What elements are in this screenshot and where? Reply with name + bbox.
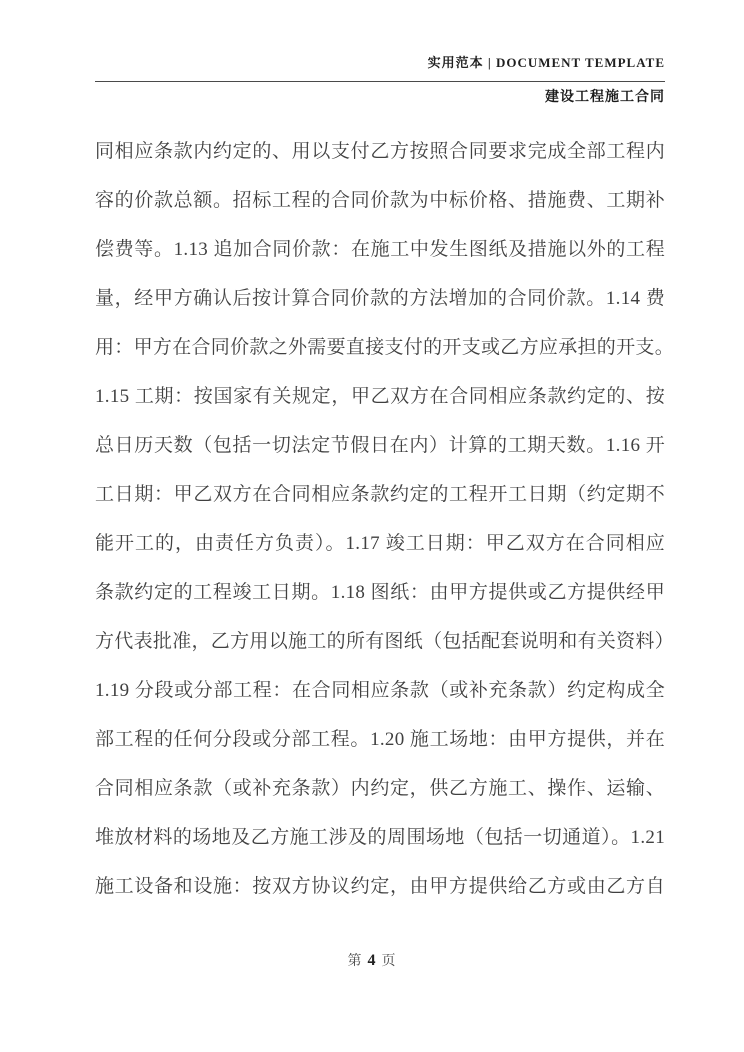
contract-body [95, 127, 675, 911]
header-divider [95, 81, 665, 82]
body-line: 施工设备和设施：按双方协议约定，由甲方提供给乙方或由乙方自 [95, 876, 665, 897]
header-brand-text: 实用范本 | DOCUMENT TEMPLATE [427, 55, 665, 70]
body-line: 容的价款总额。招标工程的合同价款为中标价格、措施费、工期补 [95, 190, 665, 211]
page-header [95, 52, 665, 106]
body-line: 合同相应条款（或补充条款）内约定，供乙方施工、操作、运输、 [95, 778, 665, 799]
body-line: 1.15 工期：按国家有关规定，甲乙双方在合同相应条款约定的、按 [95, 386, 665, 407]
body-line: 偿费等。1.13 追加合同价款：在施工中发生图纸及措施以外的工程 [95, 239, 665, 260]
document-title: 建设工程施工合同 [545, 90, 665, 105]
body-line: 能开工的，由责任方负责）。1.17 竣工日期：甲乙双方在合同相应 [95, 533, 665, 554]
body-line: 工日期：甲乙双方在合同相应条款约定的工程开工日期（约定期不 [95, 484, 665, 505]
page-footer [0, 950, 744, 970]
body-line: 方代表批准，乙方用以施工的所有图纸（包括配套说明和有关资料） [95, 631, 675, 652]
body-line: 部工程的任何分段或分部工程。1.20 施工场地：由甲方提供，并在 [95, 729, 665, 750]
body-line: 1.19 分段或分部工程：在合同相应条款（或补充条款）约定构成全 [95, 680, 665, 701]
page-number-suffix: 页 [381, 954, 397, 969]
body-line: 堆放材料的场地及乙方施工涉及的周围场地（包括一切通道）。1.21 [95, 827, 665, 848]
page-number-prefix: 第 [347, 954, 363, 969]
body-line: 同相应条款内约定的、用以支付乙方按照合同要求完成全部工程内 [95, 141, 665, 162]
body-line: 条款约定的工程竣工日期。1.18 图纸：由甲方提供或乙方提供经甲 [95, 582, 665, 603]
body-line: 量，经甲方确认后按计算合同价款的方法增加的合同价款。1.14 费 [95, 288, 665, 309]
page-number: 4 [367, 952, 377, 969]
body-line: 总日历天数（包括一切法定节假日在内）计算的工期天数。1.16 开 [95, 435, 665, 456]
body-line: 用：甲方在合同价款之外需要直接支付的开支或乙方应承担的开支。 [95, 337, 675, 358]
